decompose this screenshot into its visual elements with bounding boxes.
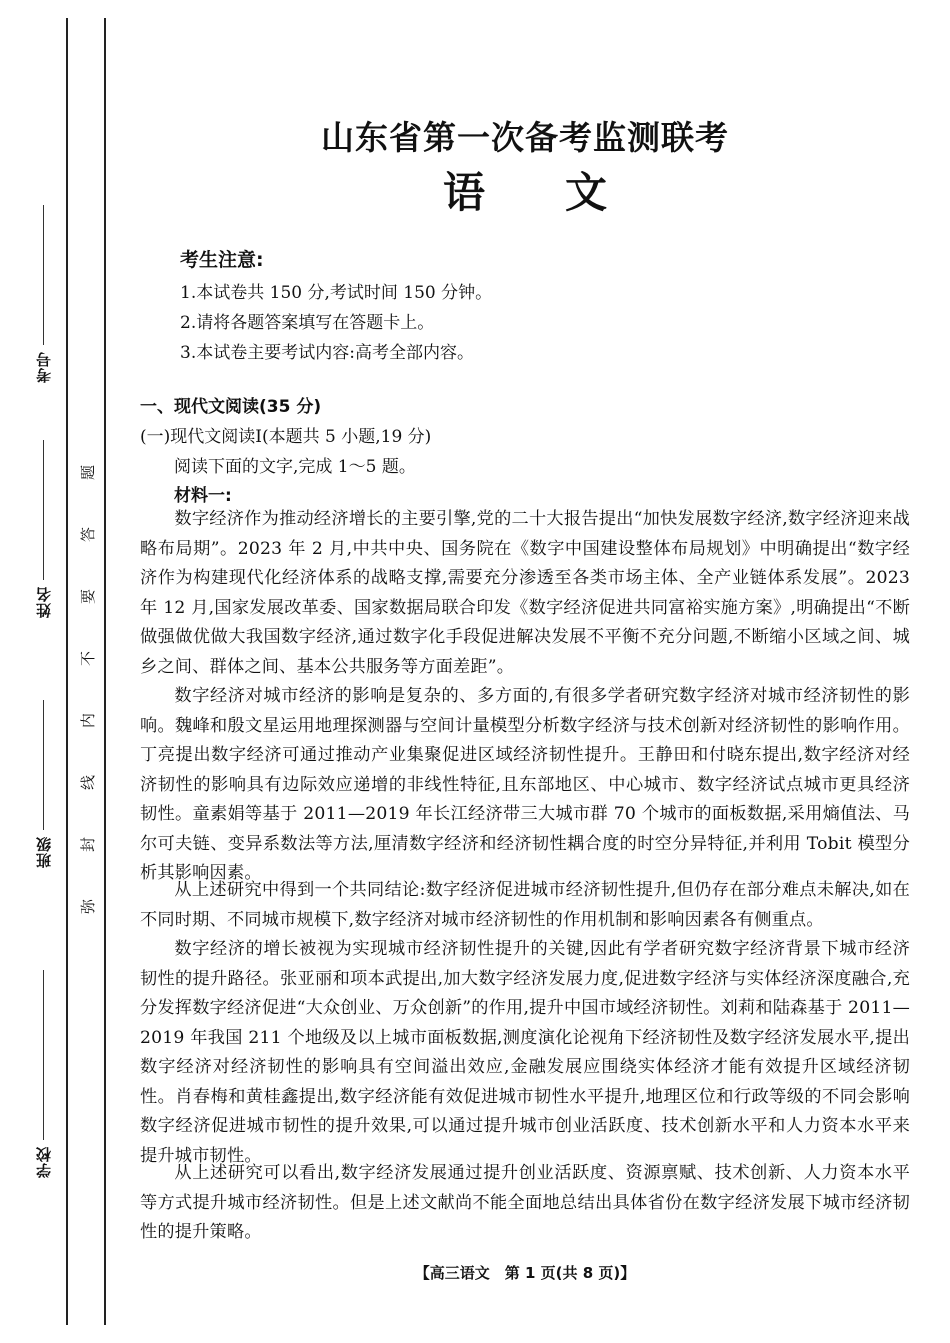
school-field[interactable] xyxy=(30,970,56,1178)
exam-title: 山东省第一次备考监测联考 xyxy=(321,118,729,157)
page-footer: 【高三语文 第 1 页(共 8 页)】 xyxy=(414,1264,636,1282)
name-label: 姓名 xyxy=(34,586,53,618)
exam-number-blank[interactable] xyxy=(43,205,44,345)
candidate-notice xyxy=(180,245,492,368)
notice-heading: 考生注意: xyxy=(180,249,264,271)
binding-line-inner xyxy=(104,18,106,1325)
paragraph: 从上述研究中得到一个共同结论:数字经济促进城市经济韧性提升,但仍存在部分难点未解决,如在不同时期、不同城市规模下,数字经济对城市经济韧性的作用机制和影响因素各有侧重点。 xyxy=(140,880,910,930)
seal-char: 答 xyxy=(79,526,98,543)
seal-char: 要 xyxy=(79,588,98,605)
notice-item: 3.本试卷主要考试内容:高考全部内容。 xyxy=(180,343,474,363)
reading-instruction: 阅读下面的文字,完成 1～5 题。 xyxy=(174,457,416,477)
paragraph: 从上述研究可以看出,数字经济发展通过提升创业活跃度、资源禀赋、技术创新、人力资本水平等方式提升城市经济韧性。但是上述文献尚不能全面地总结出具体省份在数字经济发展下城市经济韧性的提升策略。 xyxy=(140,1163,910,1242)
seal-char: 封 xyxy=(79,836,98,853)
exam-number-label: 考号 xyxy=(34,351,53,383)
class-label: 班级 xyxy=(34,836,53,868)
seal-char: 线 xyxy=(79,774,98,791)
seal-line-notice xyxy=(76,462,100,917)
paragraph: 数字经济对城市经济的影响是复杂的、多方面的,有很多学者研究数字经济对城市经济韧性的影响。魏峰和殷文星运用地理探测器与空间计量模型分析数字经济与技术创新对经济韧性的影响作用。丁亮提出数字经济可通过推动产业集聚促进区域经济韧性提升。王静田和付晓东提出,数字经济对经济韧性的影响具有边际效应递增的非线性特征,且东部地区、中心城市、数字经济试点城市更具经济韧性。童素娟等基于 2011—2019 年长江经济带三大城市群 70 个城市的面板数据,采用熵值法、马尔可夫链、变异系数法等方法,厘清数字经济和经济韧性耦合度的时空分异特征,并利用 Tobit 模型分析其影响因素。 xyxy=(140,686,910,883)
notice-item: 2.请将各题答案填写在答题卡上。 xyxy=(180,313,435,333)
section-subheading: (一)现代文阅读Ⅰ(本题共 5 小题,19 分) xyxy=(140,427,432,447)
binding-line-outer xyxy=(66,18,68,1325)
material-label: 材料一: xyxy=(174,486,232,506)
class-blank[interactable] xyxy=(43,700,44,830)
exam-number-field[interactable] xyxy=(30,205,56,383)
exam-subject: 语文 xyxy=(442,168,687,217)
seal-char: 不 xyxy=(79,650,98,667)
notice-item: 1.本试卷共 150 分,考试时间 150 分钟。 xyxy=(180,283,493,303)
seal-char: 内 xyxy=(79,712,98,729)
paragraph: 数字经济的增长被视为实现城市经济韧性提升的关键,因此有学者研究数字经济背景下城市经济韧性的提升路径。张亚丽和项本武提出,加大数字经济发展力度,促进数字经济与实体经济深度融合,充分发挥数字经济促进“大众创业、万众创新”的作用,提升中国市域经济韧性。刘莉和陆森基于 2011—2019 年我国 211 个地级及以上城市面板数据,测度演化论视角下经济韧性及数字经济发展水平,提出数字经济对经济韧性的影响具有空间溢出效应,金融发展应围绕实体经济才能有效提升区域经济韧性。肖春梅和黄桂鑫提出,数字经济能有效促进城市韧性水平提升,地理区位和行政等级的不同会影响数字经济促进城市韧性的提升效果,可以通过提升城市创业活跃度、技术创新水平和人力资本水平来提升城市韧性。 xyxy=(140,939,910,1166)
class-field[interactable] xyxy=(30,700,56,868)
school-label: 学校 xyxy=(34,1146,53,1178)
name-field[interactable] xyxy=(30,440,56,618)
seal-char: 弥 xyxy=(79,898,98,915)
school-blank[interactable] xyxy=(43,970,44,1140)
seal-char: 题 xyxy=(79,464,98,481)
name-blank[interactable] xyxy=(43,440,44,580)
paragraph: 数字经济作为推动经济增长的主要引擎,党的二十大报告提出“加快发展数字经济,数字经济迎来战略布局期”。2023 年 2 月,中共中央、国务院在《数字中国建设整体布局规划》中明确提出“数字经济作为构建现代化经济体系的战略支撑,需要充分渗透至各类市场主体、全产业链体系发展”。2023 年 12 月,国家发展改革委、国家数据局联合印发《数字经济促进共同富裕实施方案》,明确提出“不断做强做优做大我国数字经济,通过数字化手段促进解决发展不平衡不充分问题,不断缩小区域之间、城乡之间、群体之间、基本公共服务等方面差距”。 xyxy=(140,509,910,677)
section-heading: 一、现代文阅读(35 分) xyxy=(140,397,322,417)
